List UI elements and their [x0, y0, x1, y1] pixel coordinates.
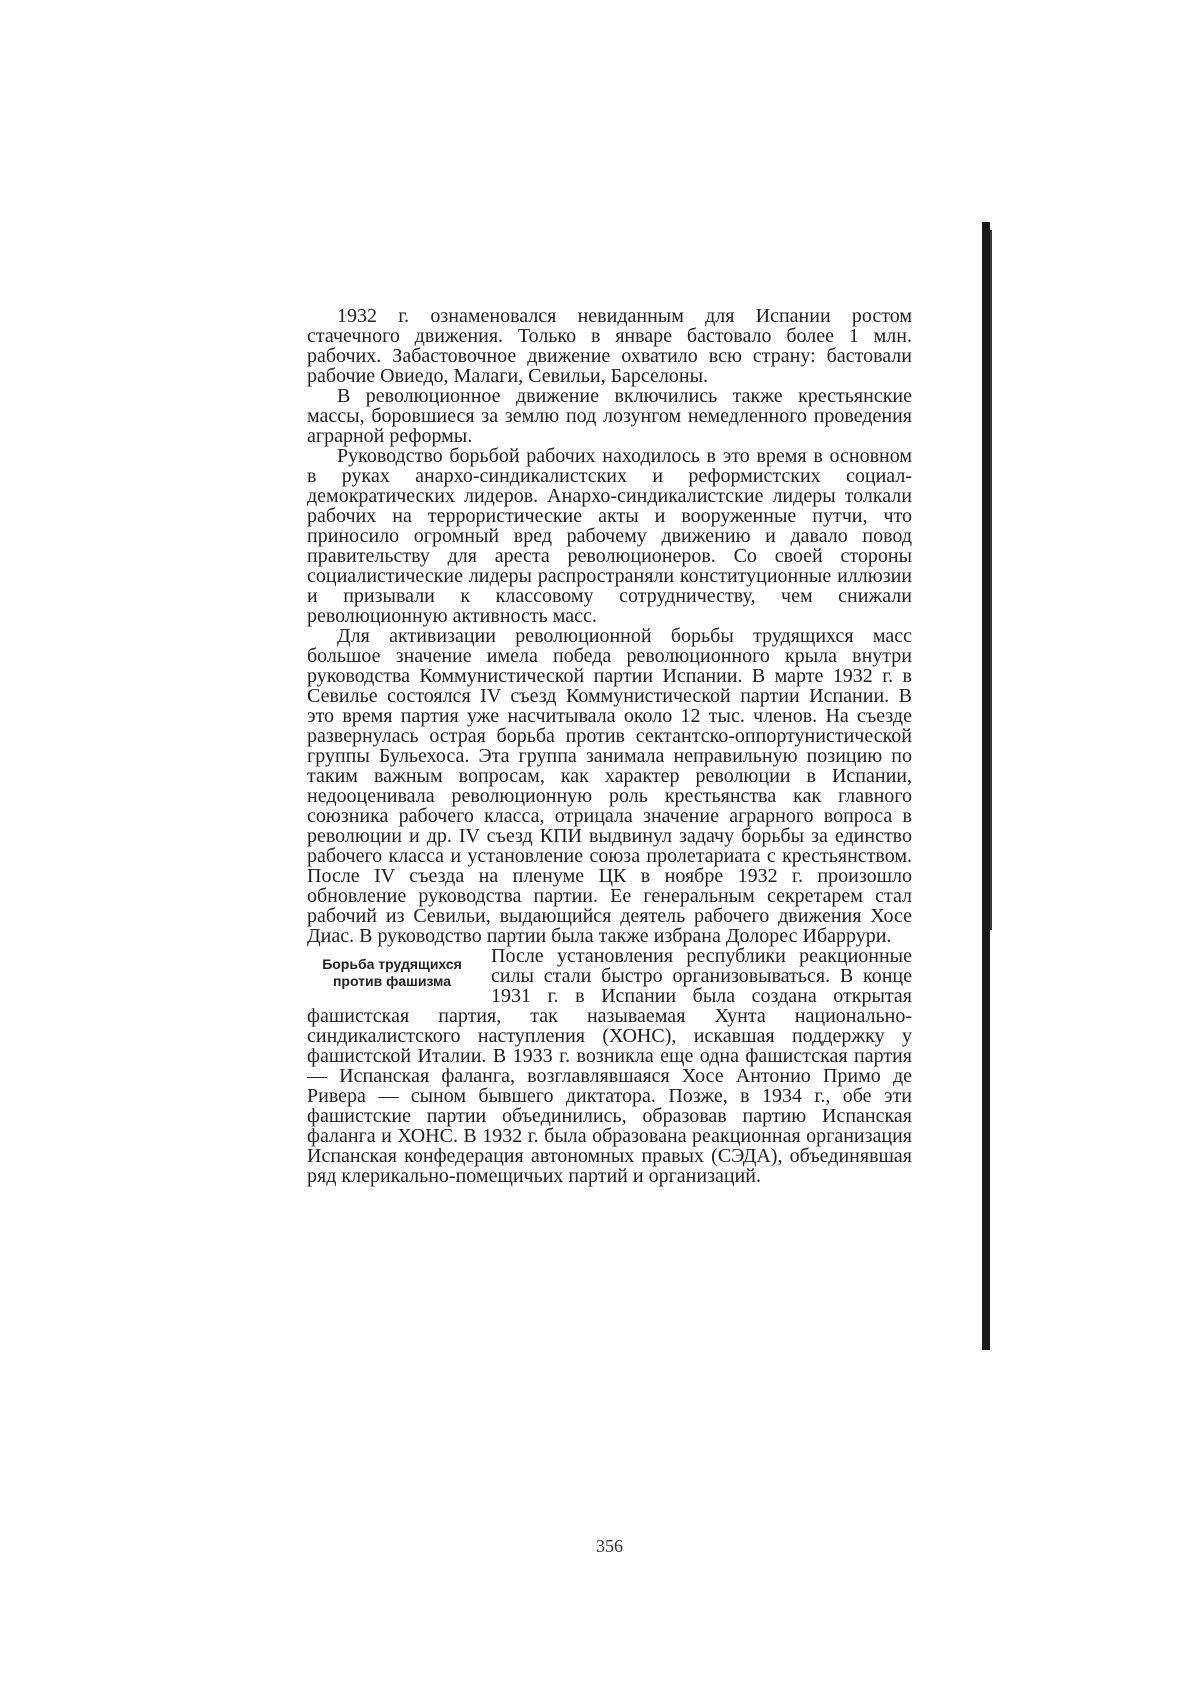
side-heading-line-1: Борьба трудящихся — [322, 956, 462, 972]
paragraph-fascist-parties: После установления республики реакционные силы стали быстро организовываться. В конце 1931 г. в Испании была создана открытая фашистская партия, так называемая Хунта национально-синдикалистского наступления (ХОНС), искавшая поддержку у фашистской Италии. В 1933 г. возникла еще одна фашистская партия — Испанская фаланга, возглавлявшаяся Хосе Антонио Примо де Ривера — сыном бывшего диктатора. Позже, в 1934 г., обе эти фашистские партии объединились, образовав партию Испанская фаланга и ХОНС. В 1932 г. была образована реакционная организация Испанская конфедерация автономных правых (СЭДА), объединявшая ряд клерикально-помещичьих партий и организаций. — [307, 945, 912, 1187]
section-side-heading — [307, 956, 477, 990]
side-heading-line-2: против фашизма — [332, 973, 452, 989]
page-number: 356 — [596, 1536, 623, 1556]
section-fascism — [307, 946, 912, 1186]
scan-edge-line — [990, 230, 992, 930]
text-column — [307, 305, 912, 1556]
paragraph-strike-movement: 1932 г. ознаменовался невиданным для Испании ростом стачечного движения. Только в январе бастовало более 1 млн. рабочих. Забастовочное движение охватило всю страну: бастовали рабочие Овиедо, Малаги, Севильи, Барселоны. — [307, 305, 912, 387]
paragraph-leadership: Руководство борьбой рабочих находилось в это время в основном в руках анархо-синдикалистских и реформистских социал-демократических лидеров. Анархо-синдикалистские лидеры толкали рабочих на террористические акты и вооруженные путчи, что приносило огромный вред рабочему движению и давало повод правительству для ареста революционеров. Со своей стороны социалистические лидеры распространяли конституционные иллюзии и призывали к классовому сотрудничеству, чем снижали революционную активность масс. — [307, 445, 912, 627]
paragraph-peasant-movement: В революционное движение включились также крестьянские массы, боровшиеся за землю под лозунгом немедленного проведения аграрной реформы. — [307, 385, 912, 447]
paragraph-communist-party-congress: Для активизации революционной борьбы трудящихся масс большое значение имела победа революционного крыла внутри руководства Коммунистической партии Испании. В марте 1932 г. в Севилье состоялся IV съезд Коммунистической партии Испании. В это время партия уже насчитывала около 12 тыс. членов. На съезде развернулась острая борьба против сектантско-оппортунистической группы Бульехоса. Эта группа занимала неправильную позицию по таким важным вопросам, как характер революции в Испании, недооценивала революционную роль крестьянства как главного союзника рабочего класса, отрицала значение аграрного вопроса в революции и др. IV съезд КПИ выдвинул задачу борьбы за единство рабочего класса и установление союза пролетариата с крестьянством. После IV съезда на пленуме ЦК в ноябре 1932 г. произошло обновление руководства партии. Ее генеральным секретарем стал рабочий из Севильи, выдающийся деятель рабочего движения Хосе Диас. В руководство партии была также избрана Долорес Ибаррури. — [307, 625, 912, 947]
scan-edge-shadow — [982, 222, 990, 1350]
